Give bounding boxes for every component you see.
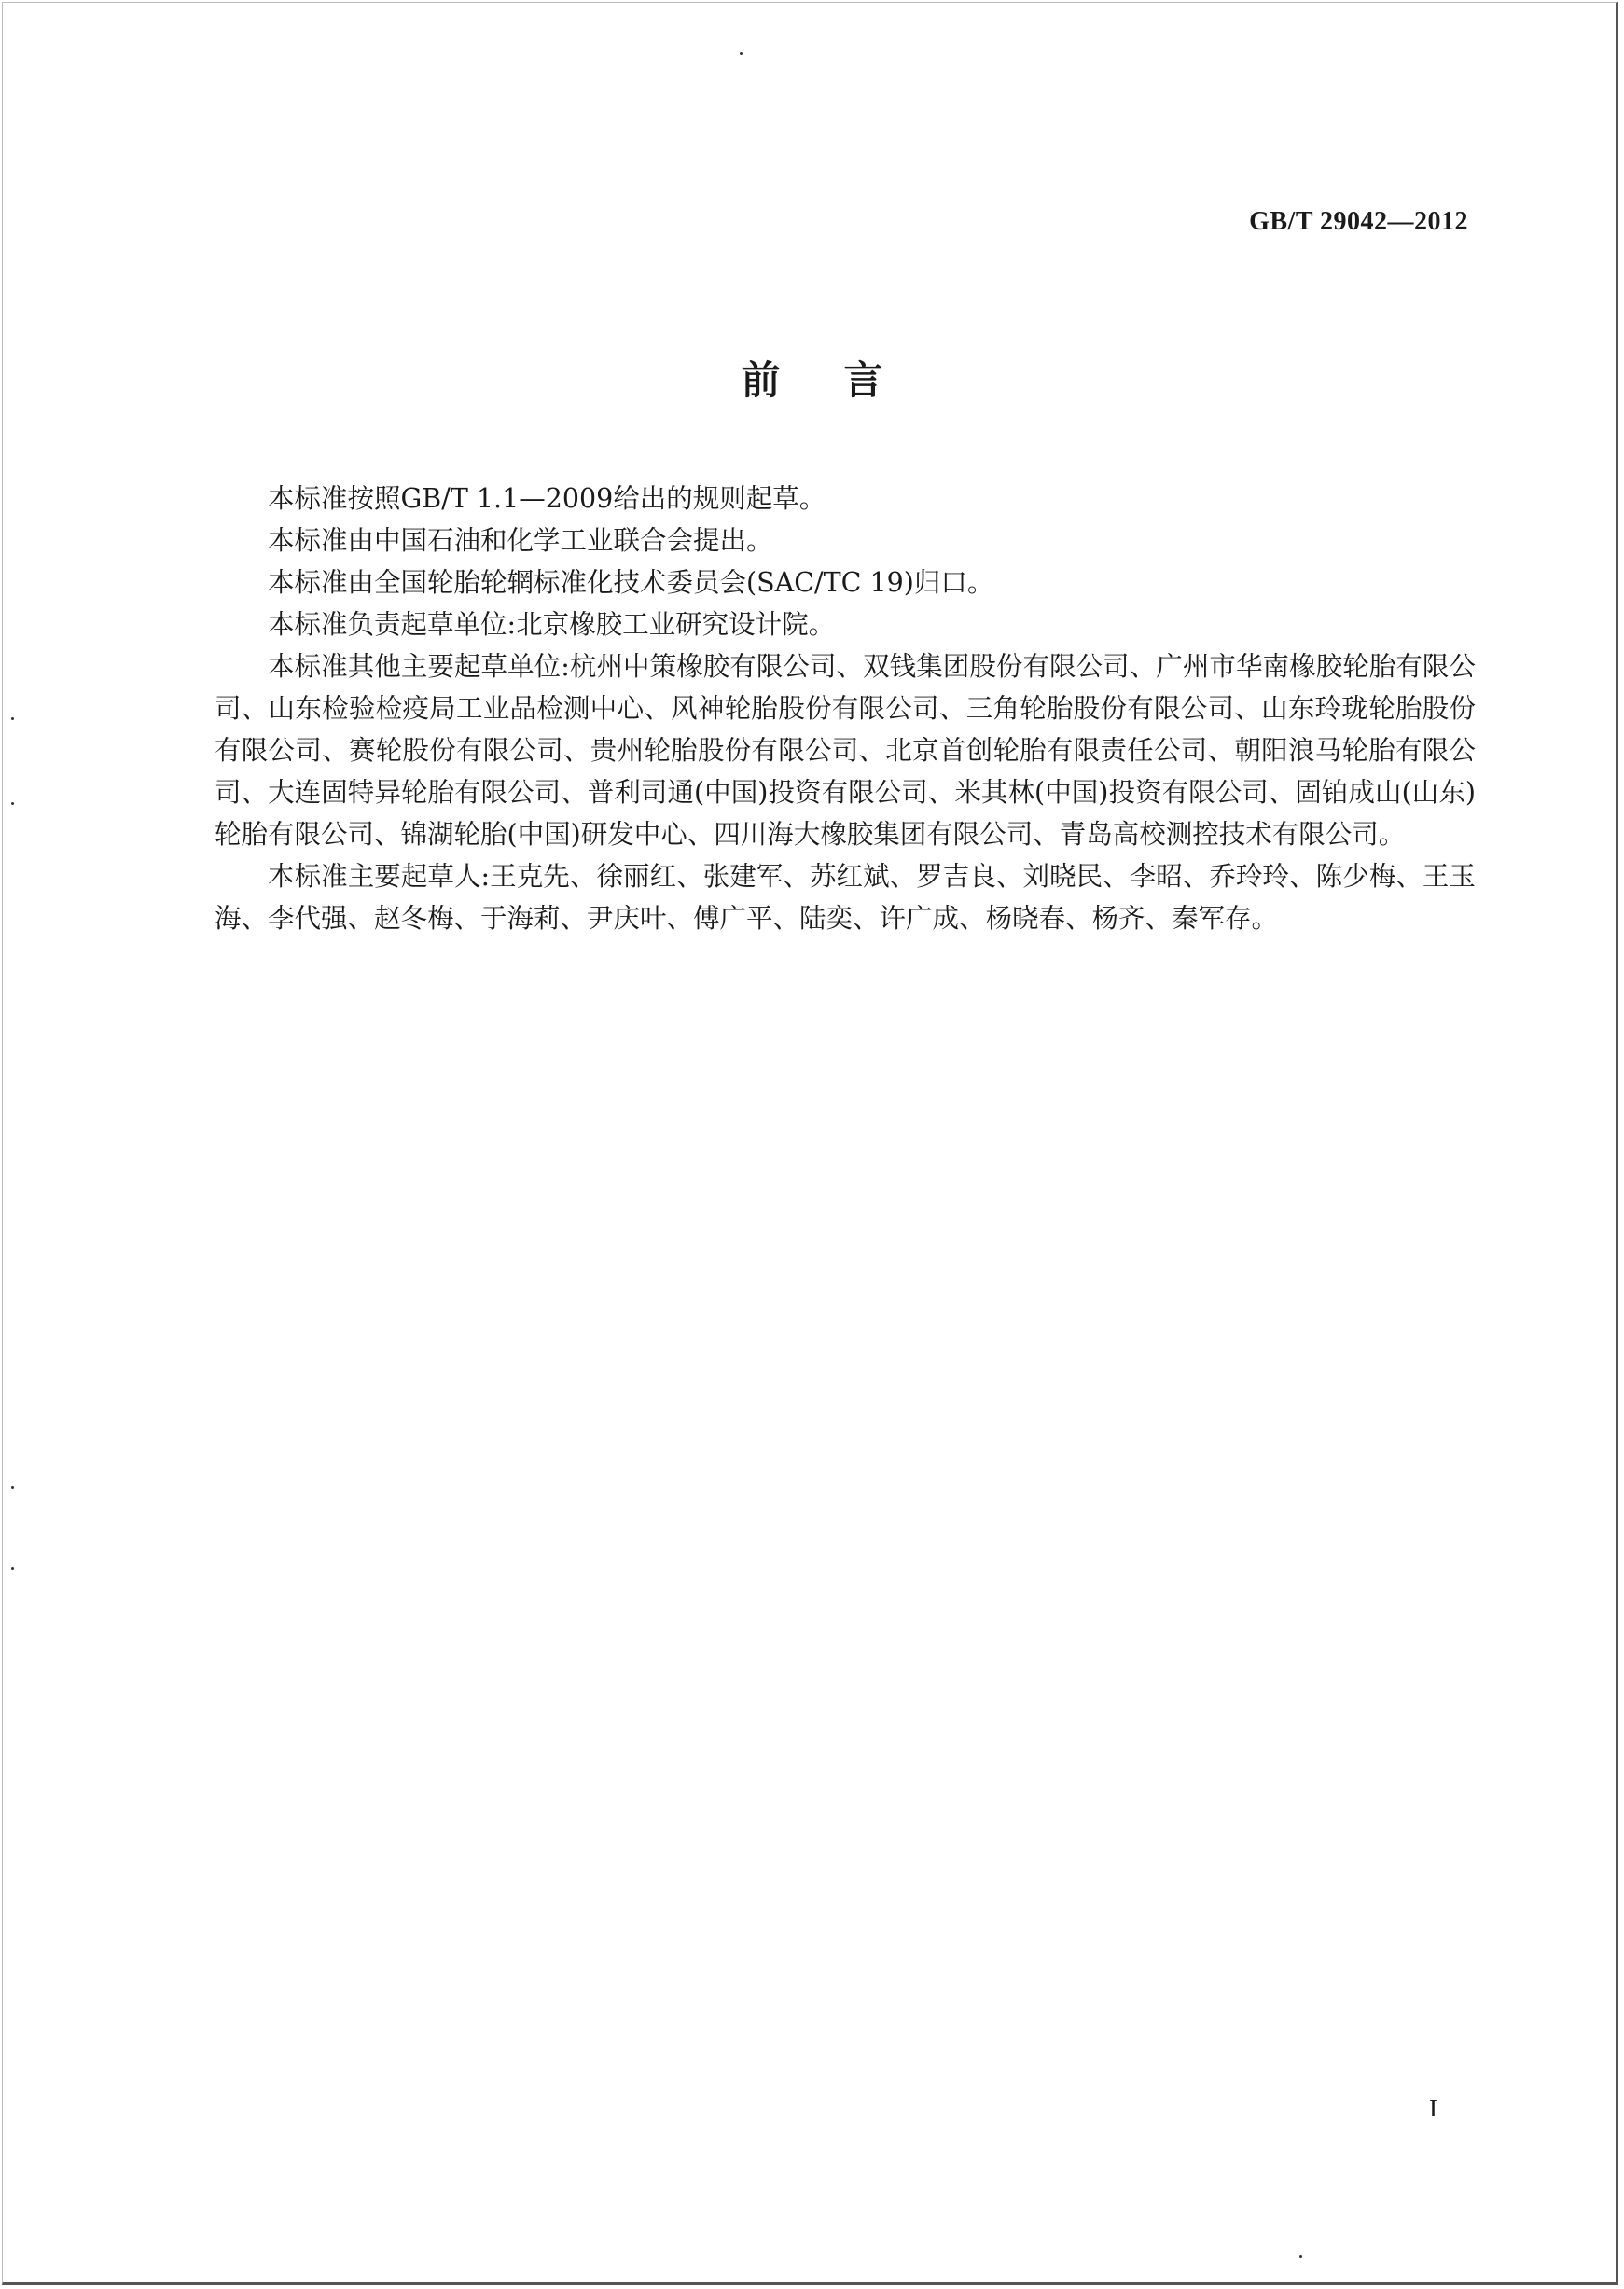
paragraph-lead-drafter: 本标准负责起草单位:北京橡胶工业研究设计院。 [268, 609, 836, 640]
paragraph-main-drafters: 本标准主要起草人:王克先、徐丽红、张建军、苏红斌、罗吉良、刘晓民、李昭、乔玲玲、陈少梅、王玉海、李代强、赵冬梅、于海莉、尹庆叶、傅广平、陆奕、许广成、杨晓春、杨齐、秦军存。 [215, 861, 1476, 934]
page-border [2, 2, 1618, 2285]
scan-speck [11, 1486, 14, 1489]
scan-speck [740, 52, 743, 55]
scan-speck [11, 1567, 14, 1570]
page-number: I [1429, 2094, 1437, 2122]
paragraph-other-drafters: 本标准其他主要起草单位:杭州中策橡胶有限公司、双钱集团股份有限公司、广州市华南橡胶轮胎有限公司、山东检验检疫局工业品检测中心、风神轮胎股份有限公司、三角轮胎股份有限公司、山东玲珑轮胎股份有限公司、赛轮股份有限公司、贵州轮胎股份有限公司、北京首创轮胎有限责任公司、朝阳浪马轮胎有限公司、大连固特异轮胎有限公司、普利司通(中国)投资有限公司、米其林(中国)投资有限公司、固铂成山(山东)轮胎有限公司、锦湖轮胎(中国)研发中心、四川海大橡胶集团有限公司、青岛高校测控技术有限公司。 [215, 651, 1476, 850]
page-title: 前言 [741, 357, 947, 403]
scan-speck [1299, 2255, 1302, 2258]
standard-code: GB/T 29042—2012 [1249, 207, 1468, 236]
document-body [215, 478, 1476, 939]
paragraph-proposer: 本标准由中国石油和化学工业联合会提出。 [268, 525, 773, 556]
paragraph-drafting-rules: 本标准按照GB/T 1.1—2009给出的规则起草。 [268, 483, 826, 514]
paragraph-technical-committee: 本标准由全国轮胎轮辋标准化技术委员会(SAC/TC 19)归口。 [268, 567, 994, 598]
scan-speck [11, 717, 14, 720]
scan-speck [11, 802, 14, 805]
